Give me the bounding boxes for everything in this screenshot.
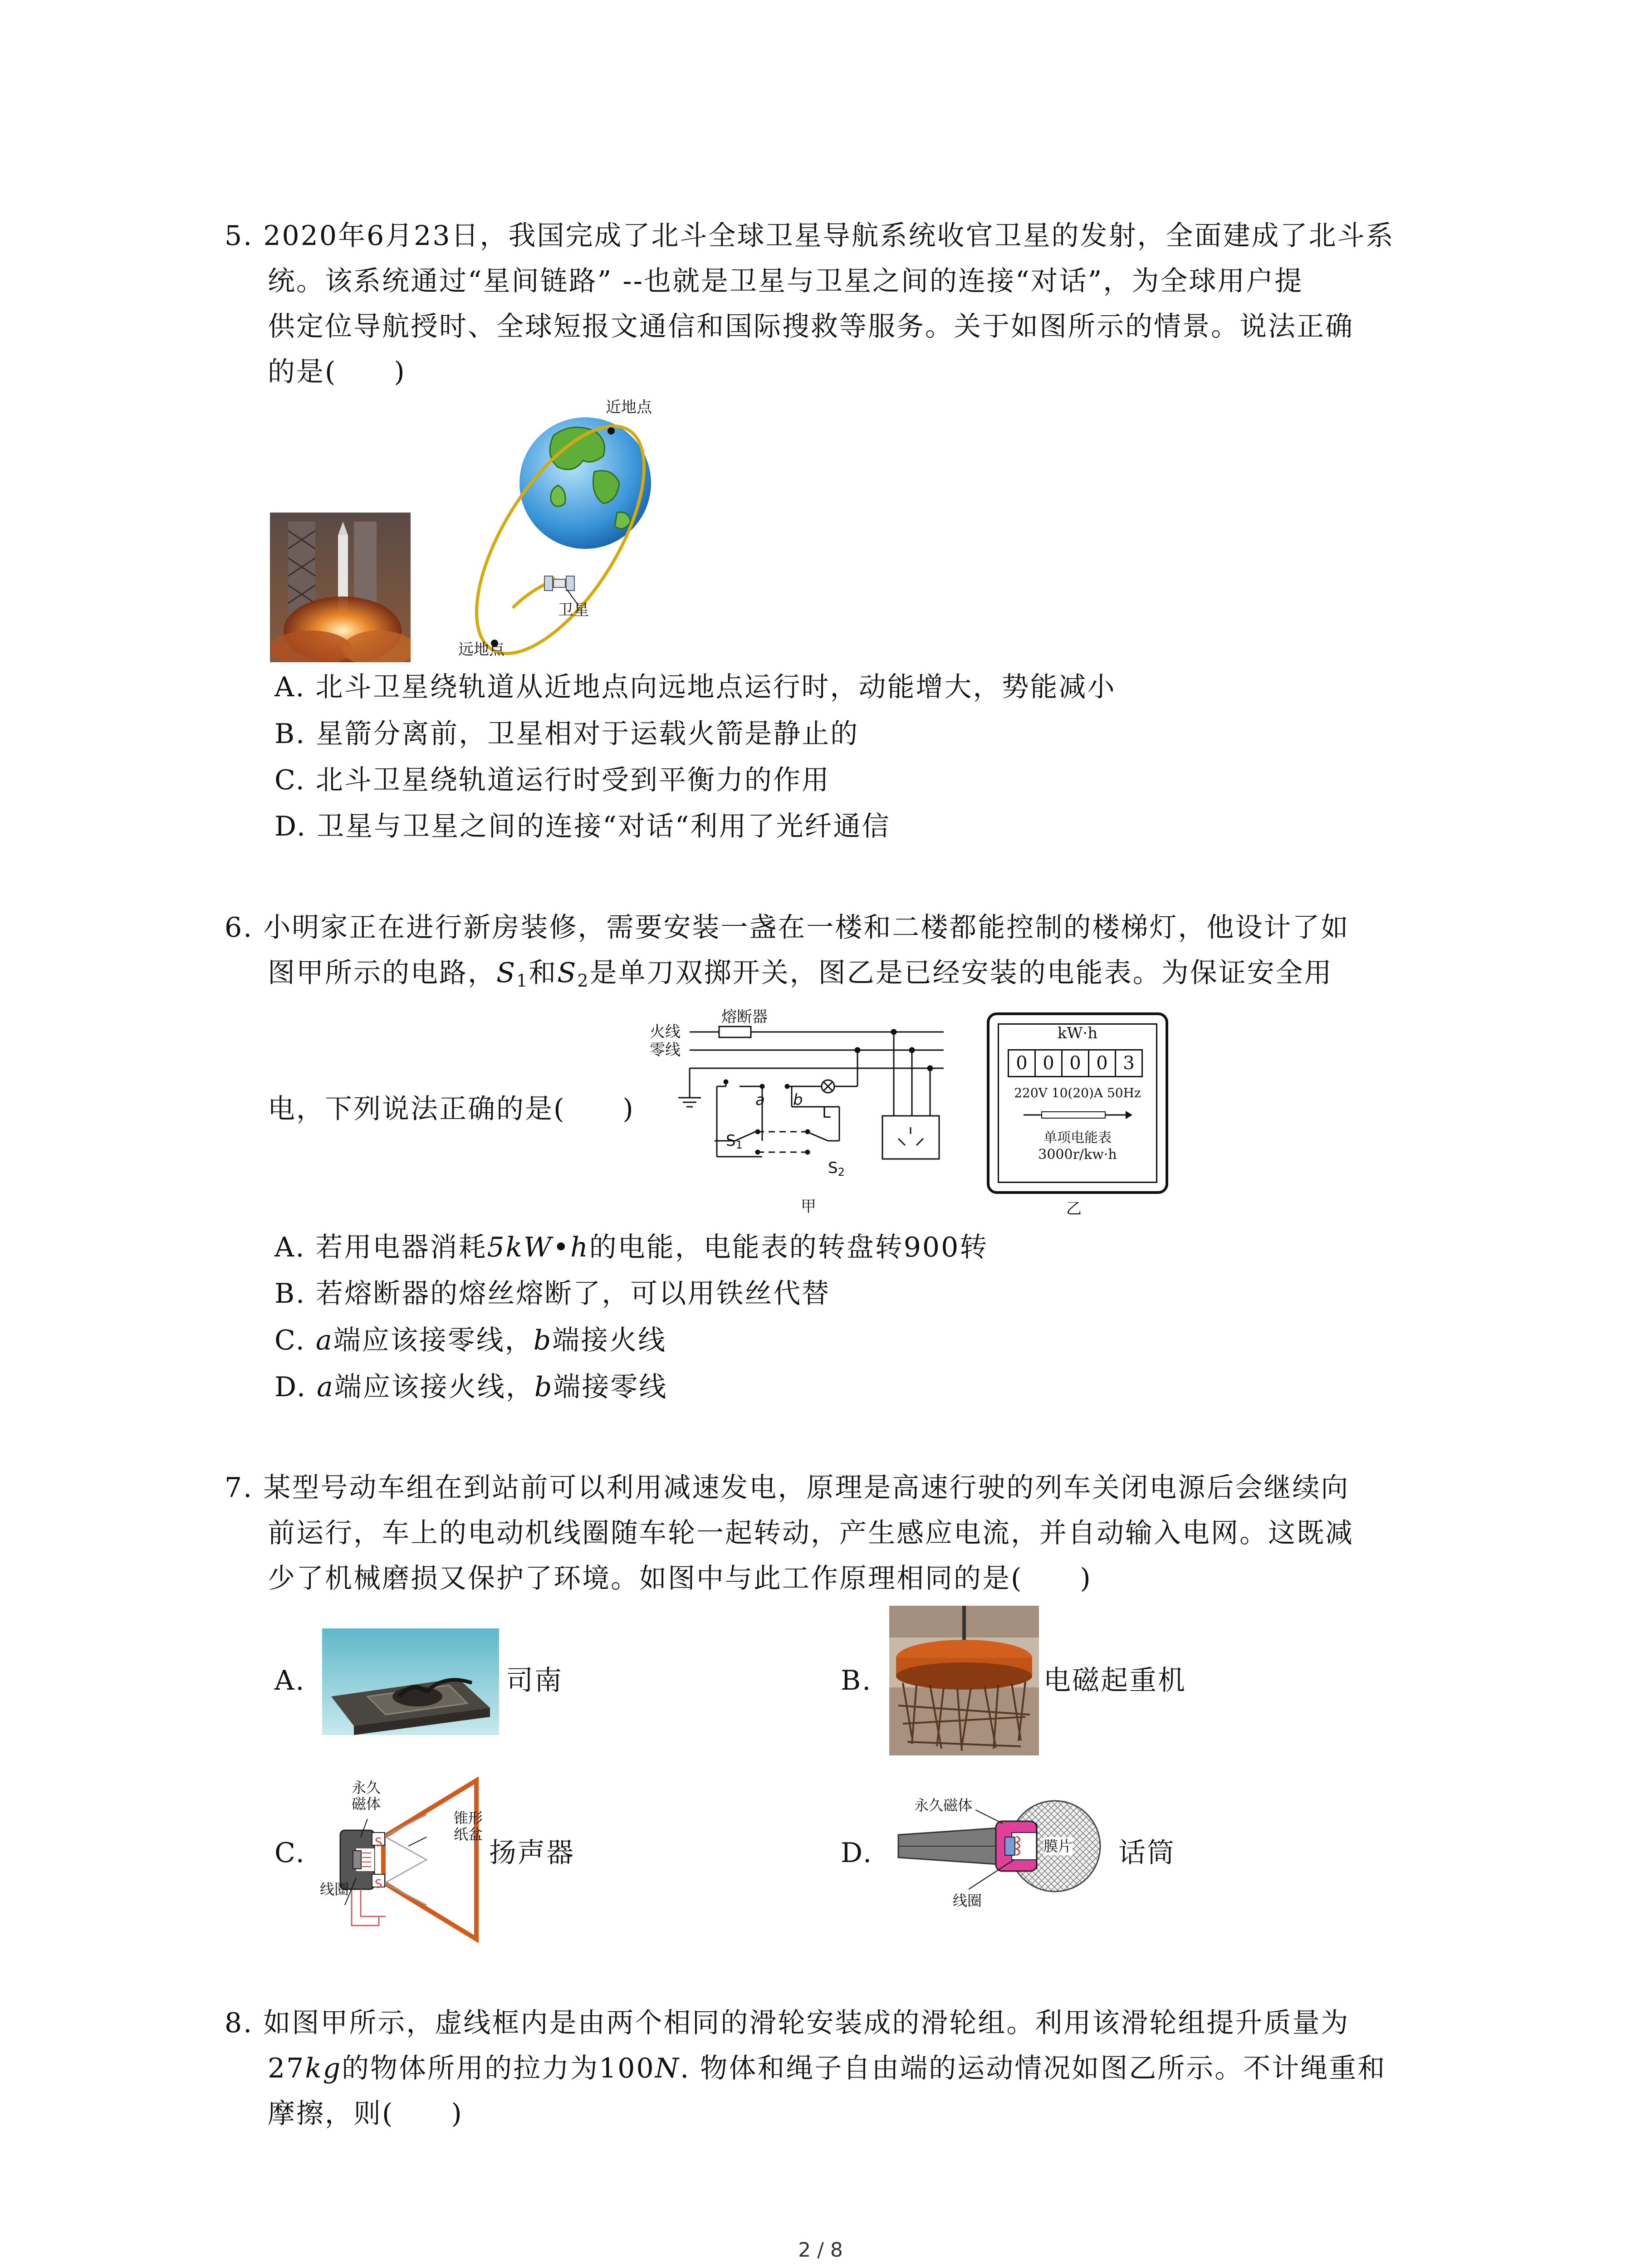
live-wire-label: 火线 <box>650 1023 681 1041</box>
meter-constant: 3000r/kw·h <box>1038 1147 1117 1163</box>
electric-meter <box>987 1012 1168 1194</box>
loudspeaker-coil-label: 线圈 <box>320 1881 349 1898</box>
q7-line-3: 少了机械磨损又保护了环境。如图中与此工作原理相同的是( ) <box>268 1563 1092 1594</box>
perigee-label: 近地点 <box>606 398 652 416</box>
loudspeaker-diagram <box>313 1769 495 1950</box>
sinan-compass-image <box>322 1628 499 1735</box>
meter-rotor-icon <box>1024 1108 1132 1122</box>
rocket-launch-photo <box>270 513 411 662</box>
microphone-magnet-label: 永久磁体 <box>914 1797 973 1814</box>
q6-option-a[interactable]: A. 若用电器消耗5kW•h的电能，电能表的转盘转900转 <box>274 1232 989 1263</box>
electromagnetic-crane-image <box>889 1606 1039 1755</box>
q5-option-a[interactable]: A. 北斗卫星绕轨道从近地点向远地点运行时，动能增大，势能减小 <box>274 671 1116 703</box>
fuse-icon <box>719 1026 751 1037</box>
meter-digit-fraction: 3 <box>1123 1053 1135 1074</box>
loudspeaker-pole-s-top: S <box>375 1836 382 1849</box>
loudspeaker-pole-s-bottom: S <box>375 1877 382 1891</box>
q5-option-b[interactable]: B. 星箭分离前，卫星相对于运载火箭是静止的 <box>274 718 859 750</box>
q5-line-1: 5. 2020年6月23日，我国完成了北斗全球卫星导航系统收官卫星的发射，全面建成了北斗系 <box>225 220 1395 252</box>
q6-option-b[interactable]: B. 若熔断器的熔丝熔断了，可以用铁丝代替 <box>274 1278 831 1310</box>
q6-line-3: 电，下列说法正确的是( ) <box>268 1093 635 1125</box>
q6-option-d[interactable]: D. a端应该接火线，b端接零线 <box>274 1371 668 1403</box>
q7-option-c-letter[interactable]: C. <box>274 1837 306 1869</box>
q8-line-3: 摩擦，则( ) <box>268 2098 463 2130</box>
apogee-label: 远地点 <box>458 640 505 659</box>
q7-option-d-letter[interactable]: D. <box>841 1837 873 1869</box>
q6-line-2: 图甲所示的电路，$S_1$和$S_2$是单刀双掷开关，图乙是已经安装的电能表。为保证安全用 <box>268 957 1333 991</box>
loudspeaker-cone-label: 锥形 纸盆 <box>454 1809 483 1843</box>
lamp-label: L <box>822 1104 831 1122</box>
terminal-a-label: a <box>755 1091 765 1109</box>
q5-option-d[interactable]: D. 卫星与卫星之间的连接“对话“利用了光纤通信 <box>274 811 891 842</box>
meter-caption: 乙 <box>1066 1200 1082 1218</box>
q7-option-a-label: 司南 <box>506 1665 563 1696</box>
perigee-point <box>607 427 615 435</box>
meter-name: 单项电能表 <box>1043 1130 1112 1146</box>
socket-icon <box>882 1116 939 1159</box>
q5-option-c[interactable]: C. 北斗卫星绕轨道运行时受到平衡力的作用 <box>274 764 830 796</box>
neutral-wire-label: 零线 <box>650 1041 681 1059</box>
q7-option-a-letter[interactable]: A. <box>274 1665 306 1696</box>
meter-rating: 220V 10(20)A 50Hz <box>1014 1085 1141 1100</box>
meter-digit: 0 <box>1036 1051 1063 1076</box>
page-number: 2 / 8 <box>798 2239 843 2262</box>
q5-line-4: 的是( ) <box>268 356 406 388</box>
switch-s1-label: $S_1$ <box>726 1132 743 1151</box>
meter-digits <box>1008 1049 1143 1077</box>
fuse-label: 熔断器 <box>721 1008 768 1026</box>
satellite-icon <box>544 576 574 591</box>
meter-unit: kW·h <box>1057 1024 1098 1042</box>
q7-option-c-label: 扬声器 <box>489 1837 575 1869</box>
q7-line-2: 前运行，车上的电动机线圈随车轮一起转动，产生感应电流，并自动输入电网。这既减 <box>268 1517 1354 1549</box>
microphone-film-label: 膜片 <box>1043 1838 1073 1855</box>
terminal-b-label: b <box>793 1091 803 1109</box>
meter-digit: 0 <box>1063 1051 1089 1076</box>
q6-option-c[interactable]: C. a端应该接零线，b端接火线 <box>274 1325 667 1356</box>
satellite-orbit-diagram <box>449 395 685 676</box>
q5-line-2: 统。该系统通过“星间链路” --也就是卫星与卫星之间的连接“对话”，为全球用户提 <box>268 265 1303 297</box>
meter-digit: 0 <box>1089 1051 1116 1076</box>
q7-line-1: 7. 某型号动车组在到站前可以利用减速发电，原理是高速行驶的列车关闭电源后会继续向 <box>225 1472 1350 1504</box>
q5-line-3: 供定位导航授时、全球短报文通信和国际搜救等服务。关于如图所示的情景。说法正确 <box>268 311 1354 342</box>
microphone-coil-label: 线圈 <box>953 1892 982 1909</box>
loudspeaker-magnet-label: 永久 磁体 <box>352 1779 381 1813</box>
q8-line-2: 27kg的物体所用的拉力为100N. 物体和绳子自由端的运动情况如图乙所示。不计绳重和 <box>268 2053 1386 2084</box>
meter-digit: 0 <box>1009 1051 1036 1076</box>
circuit-caption: 甲 <box>801 1198 816 1216</box>
q8-line-1: 8. 如图甲所示，虚线框内是由两个相同的滑轮安装成的滑轮组。利用该滑轮组提升质量为 <box>225 2007 1350 2039</box>
q7-option-b-label: 电磁起重机 <box>1043 1665 1186 1696</box>
q7-option-b-letter[interactable]: B. <box>841 1665 872 1696</box>
switch-s2 <box>810 1133 828 1141</box>
satellite-label: 卫星 <box>558 601 589 619</box>
switch-s2-label: $S_2$ <box>828 1159 845 1178</box>
q7-option-d-label: 话筒 <box>1118 1837 1176 1869</box>
q6-line-1: 6. 小明家正在进行新房装修，需要安装一盏在一楼和二楼都能控制的楼梯灯，他设计了如 <box>225 912 1350 943</box>
